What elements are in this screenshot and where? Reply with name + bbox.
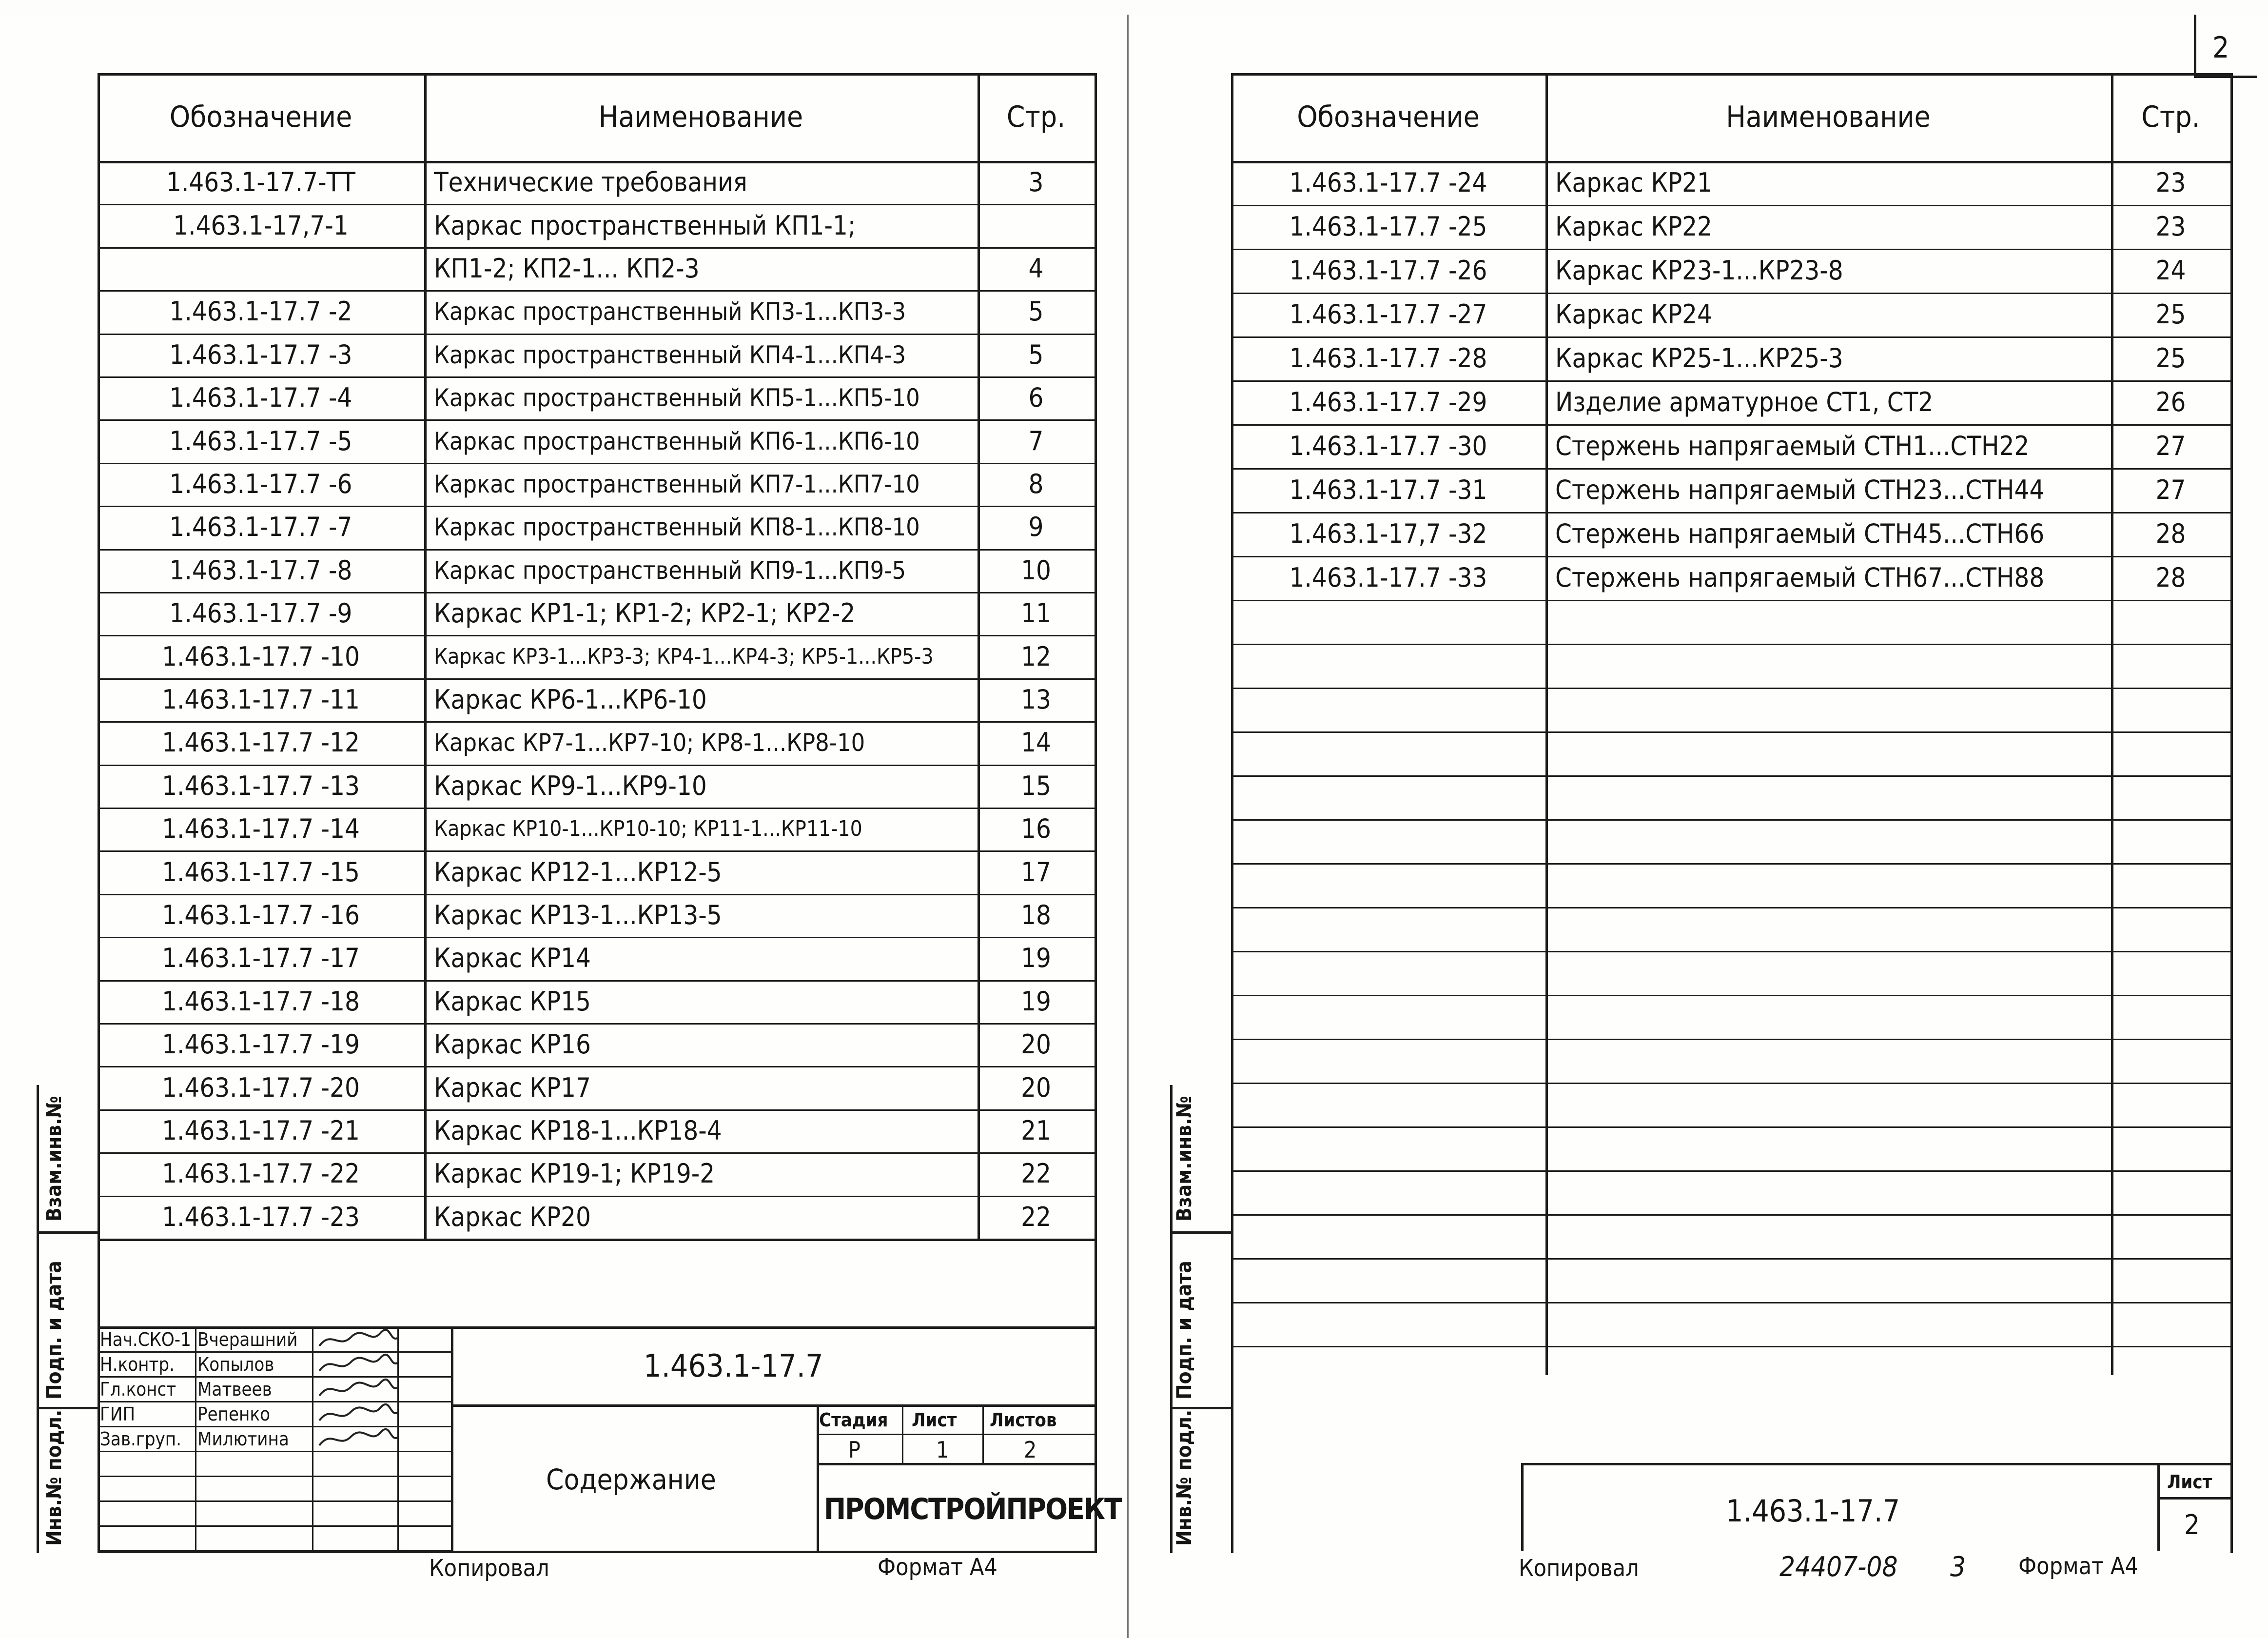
header-name: Наименование — [598, 100, 803, 134]
table-top-border — [1231, 73, 2230, 76]
row-code: 1.463.1-17.7 -12 — [162, 727, 360, 758]
row-name: Каркас КР12-1...КР12-5 — [434, 856, 722, 888]
row-name: Стержень напрягаемый СТН45...СТН66 — [1555, 518, 2045, 549]
row-page: 10 — [1021, 554, 1051, 586]
row-name: Каркас КР19-1; КР19-2 — [434, 1158, 715, 1189]
row-name: КП1-2; КП2-1... КП2-3 — [434, 253, 700, 284]
row-page: 15 — [1021, 770, 1051, 801]
row-name: Каркас КР10-1...КР10-10; КР11-1...КР11-10 — [434, 816, 862, 842]
row-line — [1231, 644, 2230, 645]
row-line — [1231, 863, 2230, 865]
row-name: Каркас пространственный КП4-1...КП4-3 — [434, 340, 906, 369]
row-name: Каркас КР7-1...КР7-10; КР8-1...КР8-10 — [434, 729, 865, 757]
row-name: Стержень напрягаемый СТН23...СТН44 — [1555, 474, 2045, 505]
table-top-border — [98, 73, 1095, 76]
row-name: Технические требования — [434, 167, 747, 198]
left-footer-format: Формат А4 — [878, 1554, 997, 1581]
row-line — [1231, 1039, 2230, 1040]
row-name: Каркас пространственный КП8-1...КП8-10 — [434, 513, 920, 542]
row-name: Каркас пространственный КП9-1...КП9-5 — [434, 556, 906, 585]
row-code: 1.463.1-17.7 -33 — [1289, 562, 1487, 593]
row-code: 1.463.1-17.7 -9 — [169, 598, 352, 629]
row-name: Каркас пространственный КП5-1...КП5-10 — [434, 384, 920, 413]
row-code: 1.463.1-17.7 -25 — [1289, 211, 1487, 242]
right-footer-format: Формат А4 — [2018, 1553, 2138, 1580]
row-name: Каркас КР23-1...КР23-8 — [1555, 255, 1843, 286]
row-code: 1.463.1-17.7 -24 — [1289, 167, 1487, 198]
row-line — [1231, 1214, 2230, 1216]
stamp-sheet-label: Лист — [912, 1409, 957, 1431]
row-page: 8 — [1028, 469, 1044, 499]
row-line — [1231, 1083, 2230, 1084]
row-code: 1.463.1-17.7 -2 — [169, 296, 352, 327]
row-code: 1.463.1-17.7 -23 — [162, 1201, 360, 1232]
row-line — [1231, 951, 2230, 952]
right-stamp-code: 1.463.1-17.7 — [1726, 1493, 1900, 1529]
row-line — [1231, 819, 2230, 821]
row-page: 23 — [2155, 167, 2186, 198]
right-side-podp: Подп. и дата — [1172, 1261, 1196, 1400]
row-name: Каркас пространственный КП6-1...КП6-10 — [434, 427, 920, 455]
row-page: 17 — [1021, 856, 1051, 888]
left-side-strip-border — [37, 1085, 39, 1553]
row-code: 1.463.1-17.7 -14 — [162, 813, 360, 845]
row-page: 6 — [1028, 382, 1044, 414]
row-page: 27 — [2155, 431, 2186, 461]
row-page: 22 — [1021, 1158, 1051, 1189]
stamp-sheet-col — [982, 1404, 984, 1463]
row-line — [1231, 688, 2230, 689]
left-side-strip-sep2 — [37, 1407, 98, 1409]
stamp-doc-code: 1.463.1-17.7 — [644, 1348, 823, 1384]
row-page: 5 — [1028, 339, 1044, 370]
row-line — [1231, 995, 2230, 996]
header-code: Обозначение — [1297, 100, 1480, 134]
row-code: 1.463.1-17.7 -19 — [162, 1029, 360, 1060]
row-name: Каркас КР20 — [434, 1201, 591, 1232]
row-code: 1.463.1-17.7 -28 — [1289, 343, 1487, 374]
row-page: 11 — [1021, 598, 1051, 629]
table-right-border — [2230, 73, 2233, 1553]
row-code: 1.463.1-17.7 -29 — [1289, 387, 1487, 417]
row-page: 21 — [1021, 1115, 1051, 1146]
right-side-inv: Инв.№ подл. — [1172, 1409, 1196, 1546]
row-name: Каркас пространственный КП3-1...КП3-3 — [434, 297, 906, 326]
row-page: 18 — [1021, 900, 1051, 930]
row-page: 24 — [2155, 255, 2186, 286]
header-name: Наименование — [1726, 100, 1931, 134]
row-name: Каркас пространственный КП1-1; — [434, 210, 856, 241]
stamp-row-line — [98, 1550, 451, 1552]
left-side-vzam: Взам.инв.№ — [42, 1096, 66, 1222]
row-name: Каркас КР14 — [434, 943, 591, 974]
row-code: 1.463.1-17.7 -16 — [162, 900, 360, 930]
stamp-upper-border — [98, 1239, 1095, 1241]
table-right-border — [1095, 73, 1097, 1553]
stamp-person: Матвеев — [197, 1379, 272, 1400]
signature-scribble — [317, 1377, 400, 1401]
stamp-title: Содержание — [546, 1463, 716, 1496]
row-line — [1231, 600, 2230, 601]
row-code: 1.463.1-17.7 -22 — [162, 1158, 360, 1189]
stamp-person: Репенко — [197, 1403, 270, 1425]
row-code: 1.463.1-17.7 -18 — [162, 986, 360, 1017]
right-stamp-sheet: 2 — [2184, 1509, 2200, 1541]
top-sheet-number: 2 — [2212, 31, 2229, 65]
row-name: Каркас КР6-1...КР6-10 — [434, 684, 707, 715]
row-code: 1.463.1-17.7 -11 — [162, 684, 360, 715]
right-stamp-sep — [2157, 1463, 2160, 1551]
row-name: Каркас КР24 — [1555, 299, 1712, 330]
left-footer-copied: Копировал — [429, 1555, 549, 1582]
row-name: Каркас КР18-1...КР18-4 — [434, 1115, 722, 1146]
left-side-strip-sep1 — [37, 1231, 98, 1234]
stamp-code-bottom — [451, 1404, 1095, 1407]
row-code: 1.463.1-17,7-1 — [173, 210, 349, 241]
row-code: 1.463.1-17.7 -5 — [169, 425, 352, 456]
row-code: 1.463.1-17.7-ТТ — [166, 167, 355, 198]
stamp-person: Милютина — [197, 1428, 289, 1450]
row-page: 19 — [1021, 943, 1051, 974]
row-page: 3 — [1028, 167, 1044, 198]
row-code: 1.463.1-17.7 -6 — [169, 469, 352, 499]
stamp-person: Копылов — [197, 1354, 274, 1375]
stamp-sheet: 1 — [936, 1437, 949, 1463]
right-stamp-sheet-label: Лист — [2167, 1471, 2212, 1493]
signature-scribble — [317, 1352, 400, 1377]
row-name: Каркас КР21 — [1555, 167, 1712, 198]
row-page: 25 — [2155, 299, 2186, 330]
row-line — [1231, 775, 2230, 777]
row-name: Каркас КР13-1...КР13-5 — [434, 900, 722, 930]
row-name: Каркас КР25-1...КР25-3 — [1555, 343, 1843, 374]
right-side-strip-sep1 — [1170, 1231, 1231, 1234]
row-name: Каркас пространственный КП7-1...КП7-10 — [434, 470, 920, 498]
right-stamp-sheet-sep — [2157, 1497, 2230, 1500]
left-side-podp: Подп. и дата — [42, 1261, 66, 1400]
row-code: 1.463.1-17.7 -27 — [1289, 299, 1487, 330]
row-page: 20 — [1021, 1029, 1051, 1060]
row-code: 1.463.1-17.7 -10 — [162, 641, 360, 672]
stamp-role: Нач.СКО-1 — [100, 1329, 191, 1350]
row-page: 23 — [2155, 211, 2186, 242]
page-gutter — [1127, 15, 1129, 1638]
right-footer-order-sheet: 3 — [1950, 1551, 1966, 1583]
row-page: 27 — [2155, 474, 2186, 505]
row-line — [1231, 1126, 2230, 1128]
header-page: Стр. — [2141, 100, 2200, 134]
header-page: Стр. — [1006, 100, 1066, 134]
row-page: 20 — [1021, 1072, 1051, 1103]
row-code: 1.463.1-17,7 -32 — [1289, 518, 1487, 549]
row-page: 19 — [1021, 986, 1051, 1017]
stamp-person: Вчерашний — [197, 1329, 298, 1350]
stamp-sheets-label: Листов — [990, 1409, 1057, 1431]
row-code: 1.463.1-17.7 -15 — [162, 856, 360, 888]
row-line — [1231, 731, 2230, 733]
right-footer-order: 24407-08 — [1779, 1551, 1898, 1583]
row-code: 1.463.1-17.7 -31 — [1289, 474, 1487, 505]
row-line — [1231, 907, 2230, 908]
right-side-vzam: Взам.инв.№ — [1172, 1096, 1196, 1222]
row-name: Каркас КР15 — [434, 986, 591, 1017]
row-code: 1.463.1-17.7 -21 — [162, 1115, 360, 1146]
row-name: Каркас КР3-1...КР3-3; КР4-1...КР4-3; КР5-1...КР5-3 — [434, 644, 934, 669]
stamp-sheets: 2 — [1024, 1437, 1037, 1463]
row-name: Каркас КР1-1; КР1-2; КР2-1; КР2-2 — [434, 598, 856, 629]
stamp-col-sep — [312, 1326, 313, 1551]
row-page: 26 — [2155, 387, 2186, 417]
stamp-row-line — [98, 1500, 451, 1502]
right-side-strip-sep2 — [1170, 1407, 1231, 1409]
row-name: Каркас КР22 — [1555, 211, 1712, 242]
top-sheet-box-bottom — [2194, 76, 2257, 78]
row-code: 1.463.1-17.7 -7 — [169, 512, 352, 543]
row-name: Стержень напрягаемый СТН1...СТН22 — [1555, 431, 2030, 461]
stamp-org-top — [817, 1463, 1095, 1465]
top-sheet-box-left — [2194, 15, 2196, 76]
left-side-inv: Инв.№ подл. — [42, 1409, 66, 1546]
stamp-stage-sep — [817, 1434, 1095, 1435]
stamp-col-sep — [195, 1326, 196, 1551]
row-code: 1.463.1-17.7 -4 — [169, 382, 352, 414]
stamp-row-line — [98, 1476, 451, 1477]
header-code: Обозначение — [169, 100, 352, 134]
row-page: 4 — [1028, 253, 1044, 284]
stamp-stage: Р — [848, 1437, 860, 1463]
stamp-role: Зав.груп. — [100, 1428, 181, 1450]
row-code: 1.463.1-17.7 -20 — [162, 1072, 360, 1103]
stamp-row-line — [98, 1525, 451, 1527]
row-name: Изделие арматурное СТ1, СТ2 — [1555, 387, 1934, 417]
row-page: 28 — [2155, 562, 2186, 593]
row-page: 16 — [1021, 813, 1051, 845]
row-page: 12 — [1021, 641, 1051, 672]
row-line — [1231, 1258, 2230, 1260]
stamp-role: Н.контр. — [100, 1354, 175, 1375]
row-page: 13 — [1021, 684, 1051, 715]
signature-scribble — [317, 1427, 400, 1451]
row-name: Каркас КР17 — [434, 1072, 591, 1103]
signature-scribble — [317, 1402, 400, 1426]
row-name: Каркас КР16 — [434, 1029, 591, 1060]
row-name: Стержень напрягаемый СТН67...СТН88 — [1555, 562, 2045, 593]
row-page: 5 — [1028, 296, 1044, 327]
row-name: Каркас КР9-1...КР9-10 — [434, 770, 707, 801]
row-line — [1231, 1346, 2230, 1347]
row-page: 14 — [1021, 727, 1051, 758]
row-code: 1.463.1-17.7 -8 — [169, 554, 352, 586]
row-code: 1.463.1-17.7 -17 — [162, 943, 360, 974]
row-code: 1.463.1-17.7 -26 — [1289, 255, 1487, 286]
row-code: 1.463.1-17.7 -30 — [1289, 431, 1487, 461]
row-page: 25 — [2155, 343, 2186, 374]
row-line — [1231, 1302, 2230, 1303]
stamp-role: ГИП — [100, 1403, 136, 1425]
right-stamp-top — [1521, 1463, 2230, 1465]
row-line — [1231, 1170, 2230, 1172]
row-code: 1.463.1-17.7 -13 — [162, 770, 360, 801]
row-page: 7 — [1028, 425, 1044, 456]
stamp-stage-col — [902, 1404, 903, 1463]
right-stamp-left — [1521, 1463, 1524, 1551]
stamp-org: ПРОМСТРОЙПРОЕКТ — [824, 1492, 1121, 1526]
stamp-stage-label: Стадия — [819, 1409, 888, 1431]
stamp-role: Гл.конст — [100, 1379, 176, 1400]
row-page: 9 — [1028, 512, 1044, 543]
row-code: 1.463.1-17.7 -3 — [169, 339, 352, 370]
row-page: 22 — [1021, 1201, 1051, 1232]
stamp-main-sep — [451, 1326, 453, 1551]
row-page: 28 — [2155, 518, 2186, 549]
right-footer-copied: Копировал — [1519, 1555, 1639, 1582]
signature-scribble — [317, 1327, 400, 1352]
